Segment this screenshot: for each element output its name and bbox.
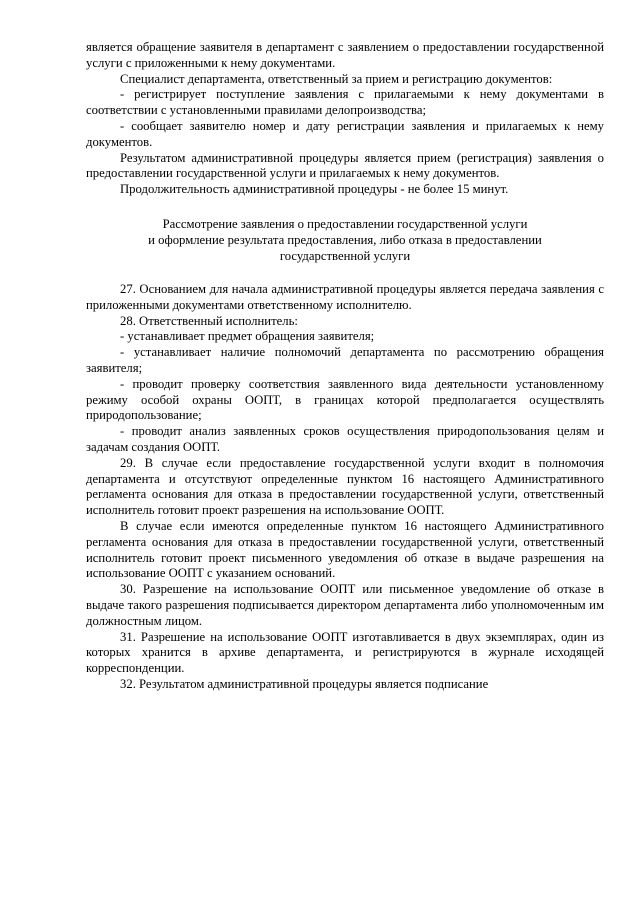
paragraph-continuation: является обращение заявителя в департамент с заявлением о предоставлении государственной услуги с приложенными к нему документами. bbox=[86, 40, 604, 70]
section-heading-line3: государственной услуги bbox=[279, 248, 411, 263]
paragraph-32: 32. Результатом административной процедуры является подписание bbox=[120, 676, 489, 691]
list-item-authority: - устанавливает наличие полномочий департамента по рассмотрению обращения заявителя; bbox=[86, 345, 604, 375]
list-item-subject: - устанавливает предмет обращения заявителя; bbox=[120, 329, 375, 344]
paragraph-registers: - регистрирует поступление заявления с прилагаемыми к нему документами в соответствии с установленными правилами делопроизводства; bbox=[86, 87, 604, 118]
section-heading-line1: Рассмотрение заявления о предоставлении государственной услуги bbox=[162, 216, 528, 231]
paragraph-29-refusal: В случае если имеются определенные пунктом 16 настоящего Административного регламента основания для отказа в предоставлении государственной услуги, ответственный исполнитель готовит проект письменного уведомления об отказе в выдаче разрешения на использование ООПТ с указанием оснований. bbox=[86, 518, 604, 581]
paragraph-specialist: Специалист департамента, ответственный за прием и регистрацию документов: bbox=[120, 71, 553, 86]
list-item-compliance: - проводит проверку соответствия заявленного вида деятельности установленному режиму особой охраны ООПТ, в границах которой предполагается осуществлять природопользование; bbox=[86, 376, 604, 423]
paragraph-27: 27. Основанием для начала административной процедуры является передача заявления с приложенными документами ответственному исполнителю. bbox=[86, 281, 604, 312]
paragraph-31: 31. Разрешение на использование ООПТ изготавливается в двух экземплярах, один из которых хранится в архиве департамента, и регистрируются в журнале исходящей корреспонденции. bbox=[86, 629, 604, 676]
paragraph-informs: - сообщает заявителю номер и дату регистрации заявления и прилагаемых к нему документов. bbox=[86, 118, 604, 149]
paragraph-result: Результатом административной процедуры является прием (регистрация) заявления о предоставлении государственной услуги и прилагаемых к нему документов. bbox=[86, 150, 604, 181]
paragraph-29: 29. В случае если предоставление государственной услуги входит в полномочия департамента и отсутствуют определенные пунктом 16 настоящего Административного регламента основания для отказа в предоставлении государственной услуги, ответственный исполнитель готовит проект разрешения на использование ООПТ. bbox=[86, 455, 604, 518]
paragraph-duration: Продолжительность административной процедуры - не более 15 минут. bbox=[120, 182, 509, 197]
list-item-terms: - проводит анализ заявленных сроков осуществления природопользования целям и задачам создания ООПТ. bbox=[86, 424, 604, 454]
section-heading bbox=[96, 216, 594, 264]
paragraph-28: 28. Ответственный исполнитель: bbox=[120, 313, 298, 328]
section-heading-line2: и оформление результата предоставления, либо отказа в предоставлении bbox=[148, 232, 542, 247]
paragraph-30: 30. Разрешение на использование ООПТ или письменное уведомление об отказе в выдаче такого разрешения подписывается директором департамента либо уполномоченным им должностным лицом. bbox=[86, 582, 604, 628]
